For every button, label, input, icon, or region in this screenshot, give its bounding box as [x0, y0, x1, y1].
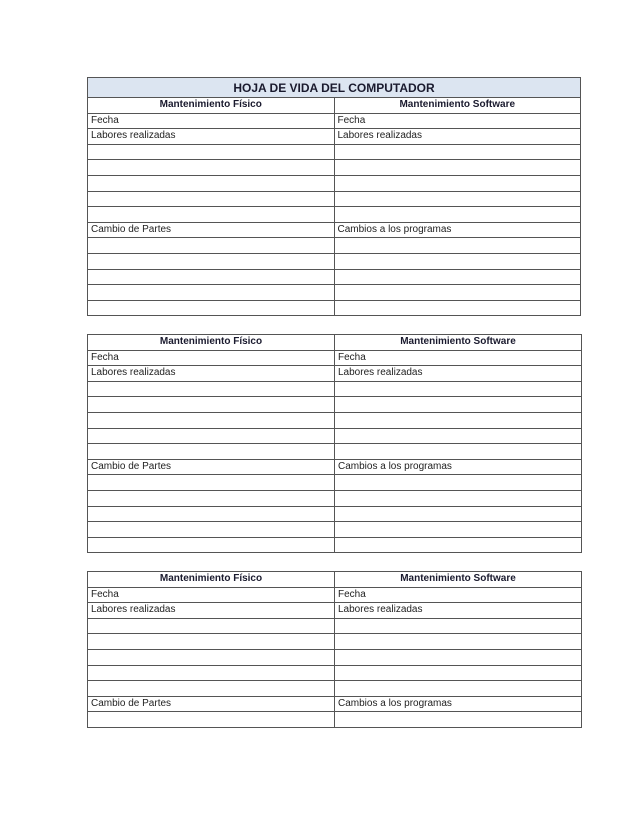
- physical-tasks-entry[interactable]: [88, 191, 335, 207]
- software-maintenance-header: Mantenimiento Software: [335, 335, 582, 351]
- parts-change-entry[interactable]: [88, 712, 335, 728]
- physical-tasks-label: Labores realizadas: [88, 366, 335, 382]
- software-tasks-entry[interactable]: [335, 634, 582, 650]
- physical-tasks-entry[interactable]: [88, 649, 335, 665]
- physical-tasks-entry[interactable]: [88, 634, 335, 650]
- software-tasks-label: Labores realizadas: [334, 129, 581, 145]
- program-changes-entry[interactable]: [335, 506, 582, 522]
- parts-change-entry[interactable]: [88, 475, 335, 491]
- software-tasks-entry[interactable]: [334, 207, 581, 223]
- program-changes-label: Cambios a los programas: [335, 459, 582, 475]
- program-changes-entry[interactable]: [334, 269, 581, 285]
- program-changes-entry[interactable]: [334, 285, 581, 301]
- parts-change-entry[interactable]: [88, 269, 335, 285]
- parts-change-entry[interactable]: [88, 300, 335, 316]
- program-changes-entry[interactable]: [335, 522, 582, 538]
- software-date-label: Fecha: [335, 350, 582, 366]
- program-changes-entry[interactable]: [335, 490, 582, 506]
- parts-change-entry[interactable]: [88, 238, 335, 254]
- software-tasks-label: Labores realizadas: [335, 366, 582, 382]
- software-tasks-entry[interactable]: [335, 665, 582, 681]
- program-changes-entry[interactable]: [334, 253, 581, 269]
- physical-maintenance-header: Mantenimiento Físico: [88, 572, 335, 588]
- software-tasks-entry[interactable]: [335, 618, 582, 634]
- program-changes-entry[interactable]: [335, 712, 582, 728]
- parts-change-entry[interactable]: [88, 490, 335, 506]
- software-tasks-entry[interactable]: [334, 191, 581, 207]
- software-date-label: Fecha: [335, 587, 582, 603]
- software-tasks-label: Labores realizadas: [335, 603, 582, 619]
- maintenance-block-1: [87, 77, 581, 316]
- maintenance-block-2: [87, 334, 582, 553]
- program-changes-entry[interactable]: [335, 537, 582, 553]
- parts-change-label: Cambio de Partes: [88, 696, 335, 712]
- software-tasks-entry[interactable]: [335, 397, 582, 413]
- software-tasks-entry[interactable]: [335, 412, 582, 428]
- parts-change-label: Cambio de Partes: [88, 222, 335, 238]
- software-tasks-entry[interactable]: [334, 175, 581, 191]
- physical-tasks-entry[interactable]: [88, 665, 335, 681]
- program-changes-entry[interactable]: [335, 475, 582, 491]
- software-tasks-entry[interactable]: [335, 444, 582, 460]
- program-changes-label: Cambios a los programas: [335, 696, 582, 712]
- parts-change-entry[interactable]: [88, 522, 335, 538]
- physical-tasks-entry[interactable]: [88, 618, 335, 634]
- physical-tasks-entry[interactable]: [88, 681, 335, 697]
- physical-tasks-entry[interactable]: [88, 207, 335, 223]
- software-maintenance-header: Mantenimiento Software: [334, 98, 581, 114]
- physical-tasks-entry[interactable]: [88, 412, 335, 428]
- physical-date-label: Fecha: [88, 587, 335, 603]
- parts-change-entry[interactable]: [88, 506, 335, 522]
- physical-tasks-label: Labores realizadas: [88, 603, 335, 619]
- parts-change-entry[interactable]: [88, 537, 335, 553]
- physical-tasks-entry[interactable]: [88, 160, 335, 176]
- physical-tasks-label: Labores realizadas: [88, 129, 335, 145]
- physical-tasks-entry[interactable]: [88, 444, 335, 460]
- software-tasks-entry[interactable]: [334, 160, 581, 176]
- parts-change-entry[interactable]: [88, 253, 335, 269]
- maintenance-block-3: [87, 571, 582, 728]
- software-date-label: Fecha: [334, 113, 581, 129]
- physical-maintenance-header: Mantenimiento Físico: [88, 335, 335, 351]
- document-title: HOJA DE VIDA DEL COMPUTADOR: [88, 78, 581, 98]
- software-tasks-entry[interactable]: [335, 649, 582, 665]
- program-changes-entry[interactable]: [334, 238, 581, 254]
- physical-tasks-entry[interactable]: [88, 428, 335, 444]
- program-changes-label: Cambios a los programas: [334, 222, 581, 238]
- parts-change-entry[interactable]: [88, 285, 335, 301]
- physical-tasks-entry[interactable]: [88, 397, 335, 413]
- physical-tasks-entry[interactable]: [88, 144, 335, 160]
- physical-maintenance-header: Mantenimiento Físico: [88, 98, 335, 114]
- software-tasks-entry[interactable]: [335, 428, 582, 444]
- program-changes-entry[interactable]: [334, 300, 581, 316]
- physical-date-label: Fecha: [88, 350, 335, 366]
- physical-tasks-entry[interactable]: [88, 381, 335, 397]
- software-tasks-entry[interactable]: [335, 381, 582, 397]
- software-maintenance-header: Mantenimiento Software: [335, 572, 582, 588]
- parts-change-label: Cambio de Partes: [88, 459, 335, 475]
- physical-date-label: Fecha: [88, 113, 335, 129]
- software-tasks-entry[interactable]: [334, 144, 581, 160]
- software-tasks-entry[interactable]: [335, 681, 582, 697]
- physical-tasks-entry[interactable]: [88, 175, 335, 191]
